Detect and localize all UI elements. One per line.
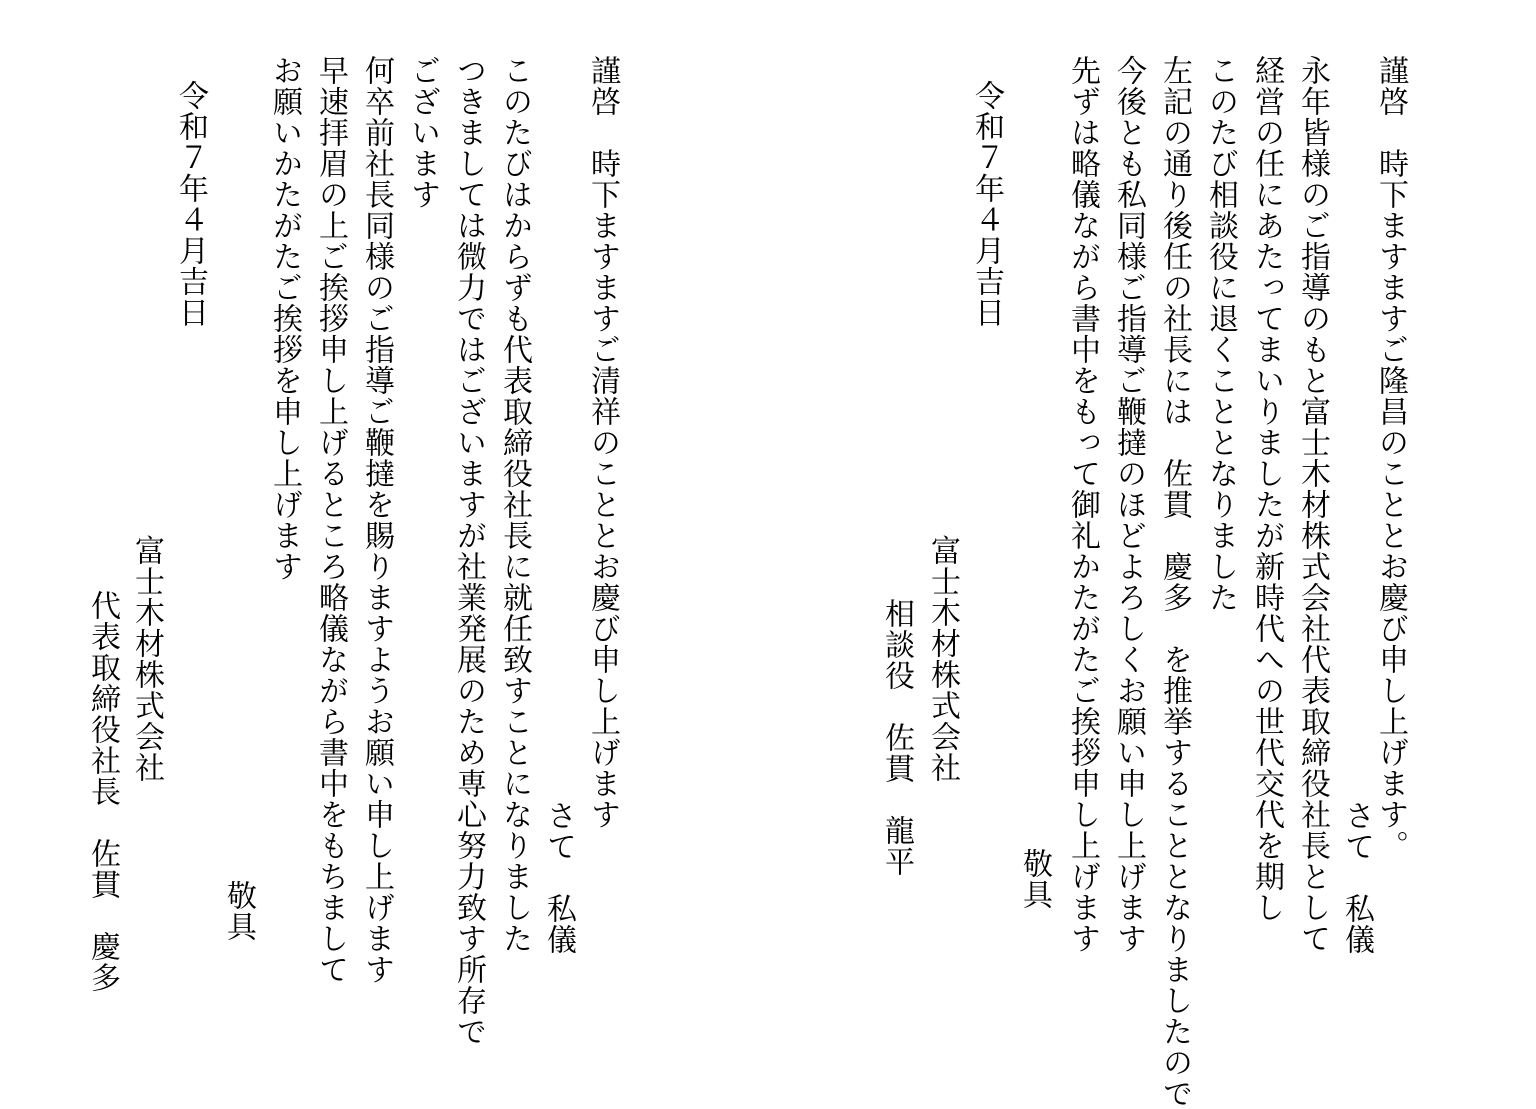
date-line: 令和７年４月吉日 bbox=[173, 80, 208, 328]
closing-keigu: 敬具 bbox=[1017, 848, 1052, 910]
salutation-line: さて 私儀 bbox=[541, 800, 576, 955]
retirement-letter bbox=[768, 0, 1536, 1109]
body-line: 左記の通り後任の社長には 佐貫 慶多 を推挙することとなりましたので bbox=[1157, 55, 1192, 1109]
greeting-line: 謹啓 時下ますますご清祥のこととお慶び申し上げます bbox=[585, 55, 620, 830]
body-line: このたび相談役に退くこととなりました bbox=[1203, 55, 1238, 613]
body-line: 何卒前社長同様のご指導ご鞭撻を賜りますようお願い申し上げます bbox=[359, 55, 394, 985]
body-line: ございます bbox=[405, 55, 440, 210]
signature-line: 代表取締役社長 佐貫 慶多 bbox=[85, 590, 120, 993]
company-name: 富士木材株式会社 bbox=[925, 535, 960, 783]
body-line: お願いかたがたご挨拶を申し上げます bbox=[267, 55, 302, 582]
date-line: 令和７年４月吉日 bbox=[969, 80, 1004, 328]
body-line: つきましては微力ではございますが社業発展のため専心努力致す所存で bbox=[451, 55, 486, 1047]
greeting-line: 謹啓 時下ますますご隆昌のこととお慶び申し上げます。 bbox=[1373, 55, 1408, 861]
signature-line: 相談役 佐貫 龍平 bbox=[879, 598, 914, 877]
body-line: 今後とも私同様ご指導ご鞭撻のほどよろしくお願い申し上げます bbox=[1111, 55, 1146, 954]
body-line: 永年皆様のご指導のもと富士木材株式会社代表取締役社長として bbox=[1295, 55, 1330, 954]
body-line: このたびはからずも代表取締役社長に就任致すことになりました bbox=[497, 55, 532, 954]
closing-keigu: 敬具 bbox=[221, 880, 256, 942]
body-line: 経営の任にあたってまいりましたが新時代への世代交代を期し bbox=[1249, 55, 1284, 923]
body-line: 早速拝眉の上ご挨拶申し上げるところ略儀ながら書中をもちまして bbox=[313, 55, 348, 985]
company-name: 富士木材株式会社 bbox=[129, 535, 164, 783]
body-line: 先ずは略儀ながら書中をもって御礼かたがたご挨拶申し上げます bbox=[1065, 55, 1100, 954]
salutation-line: さて 私儀 bbox=[1339, 800, 1374, 955]
appointment-letter bbox=[0, 0, 768, 1047]
